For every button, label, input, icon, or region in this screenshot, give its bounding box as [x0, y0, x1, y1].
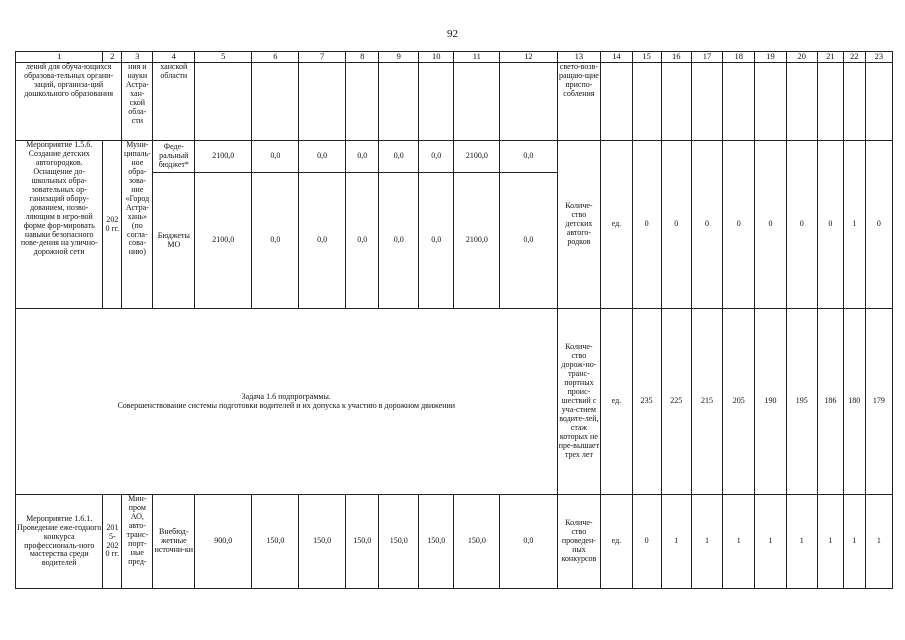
- col-header: 15: [632, 52, 661, 63]
- col-header: 10: [419, 52, 454, 63]
- value-cell: 150,0: [379, 495, 419, 589]
- program-table: [15, 51, 893, 589]
- col-header: 9: [379, 52, 419, 63]
- col-header: 18: [723, 52, 755, 63]
- value-cell: 0,0: [299, 141, 346, 173]
- indicator-name: Количе-ство детских автого-родков: [557, 141, 601, 309]
- value-cell: 150,0: [419, 495, 454, 589]
- unit: ед.: [601, 141, 632, 309]
- col-header: 20: [786, 52, 817, 63]
- value-cell: 0,0: [500, 495, 557, 589]
- funding-source: Феде-ральный бюджет*: [153, 141, 195, 173]
- col-header: 8: [346, 52, 379, 63]
- col-header: 14: [601, 52, 632, 63]
- event-description: лений для обуча-ющихся образова-тельных органи-заций, организа-ций дошкольного образования: [16, 63, 122, 141]
- col-header: 7: [299, 52, 346, 63]
- funding-source: Бюджеты МО: [153, 173, 195, 309]
- unit: ед.: [601, 495, 632, 589]
- value-cell: 2100,0: [454, 141, 500, 173]
- col-header: 4: [153, 52, 195, 63]
- col-header: 2: [103, 52, 122, 63]
- indicator-value: 1: [865, 495, 892, 589]
- value-cell: 150,0: [346, 495, 379, 589]
- value-cell: 0,0: [379, 141, 419, 173]
- indicator-value: 235: [632, 309, 661, 495]
- value-cell: 0,0: [346, 173, 379, 309]
- indicator-value: 0: [786, 141, 817, 309]
- col-header: 16: [661, 52, 691, 63]
- indicator-value: 0: [755, 141, 786, 309]
- value-cell: 0,0: [252, 173, 299, 309]
- col-header: 17: [691, 52, 722, 63]
- value-cell: 2100,0: [195, 141, 252, 173]
- col-header: 19: [755, 52, 786, 63]
- indicator-value: 225: [661, 309, 691, 495]
- event-description: Мероприятие 1.6.1. Проведение еже-годного конкурса профессиональ-ного мастерства среди водителей: [16, 495, 103, 589]
- indicator-value: 0: [632, 495, 661, 589]
- indicator-value: 179: [865, 309, 892, 495]
- task-subtitle: Совершенствование системы подготовки водителей и их допуска к участию в дорожном движении: [117, 400, 456, 410]
- col-header: 23: [865, 52, 892, 63]
- indicator-value: 0: [865, 141, 892, 309]
- value-cell: 2100,0: [195, 173, 252, 309]
- indicator-name: свето-возв-ращаю-щие приспо-собления: [557, 63, 601, 141]
- col-header: 11: [454, 52, 500, 63]
- table-row: [16, 141, 893, 173]
- indicator-value: 190: [755, 309, 786, 495]
- value-cell: 900,0: [195, 495, 252, 589]
- value-cell: 0,0: [419, 173, 454, 309]
- col-header: 6: [252, 52, 299, 63]
- indicator-value: 1: [817, 495, 843, 589]
- period: 2020 гг.: [103, 141, 122, 309]
- executor: Муни-ципаль-ное обра-зова-ние «Город Астра-хань» (по согла-сова-нию): [122, 141, 153, 309]
- indicator-value: 1: [723, 495, 755, 589]
- value-cell: 150,0: [252, 495, 299, 589]
- table-row: [16, 309, 893, 495]
- indicator-value: 0: [661, 141, 691, 309]
- value-cell: 0,0: [500, 141, 557, 173]
- indicator-value: 0: [723, 141, 755, 309]
- indicator-value: 1: [691, 495, 722, 589]
- indicator-value: 1: [786, 495, 817, 589]
- period: 2015-2020 гг.: [103, 495, 122, 589]
- indicator-value: 186: [817, 309, 843, 495]
- funding-source: ханской области: [153, 63, 195, 141]
- indicator-name: Количе-ство дорож-но-транс-портных проис-шествий с уча-стием водите-лей, стаж которых не пре-вышает трех лет: [557, 309, 601, 495]
- indicator-value: 1: [755, 495, 786, 589]
- task-title: Задача 1.6 подпрограммы.: [241, 391, 331, 401]
- value-cell: 150,0: [299, 495, 346, 589]
- col-header: 3: [122, 52, 153, 63]
- value-cell: 2100,0: [454, 173, 500, 309]
- value-cell: 0,0: [379, 173, 419, 309]
- indicator-value: 1: [843, 495, 865, 589]
- col-header: 1: [16, 52, 103, 63]
- col-header: 21: [817, 52, 843, 63]
- funding-source: Внебюд-жетные источни-ки: [153, 495, 195, 589]
- col-header: 22: [843, 52, 865, 63]
- page-number: 92: [447, 28, 458, 40]
- value-cell: 0,0: [346, 141, 379, 173]
- indicator-value: 0: [632, 141, 661, 309]
- table-row: [16, 63, 893, 141]
- value-cell: 0,0: [252, 141, 299, 173]
- unit: ед.: [601, 309, 632, 495]
- value-cell: 0,0: [500, 173, 557, 309]
- indicator-value: 195: [786, 309, 817, 495]
- table-row: [16, 495, 893, 589]
- executor: Мин-пром АО, авто-транс-порт-ные пред-: [122, 495, 153, 589]
- indicator-value: 1: [661, 495, 691, 589]
- indicator-value: 0: [691, 141, 722, 309]
- event-description: Мероприятие 1.5.6. Создание детских автогородков. Оснащение до-школьных обра-зовательных ор-ганизаций обору-дованием, позво-ляющим в игро-вой форме фор-мировать навыки безопасного пове-дения на улично-дорожной сети: [16, 141, 103, 309]
- column-number-header: [16, 52, 893, 63]
- col-header: 5: [195, 52, 252, 63]
- value-cell: 0,0: [419, 141, 454, 173]
- value-cell: 150,0: [454, 495, 500, 589]
- indicator-value: 0: [817, 141, 843, 309]
- col-header: 12: [500, 52, 557, 63]
- value-cell: 0,0: [299, 173, 346, 309]
- indicator-value: 180: [843, 309, 865, 495]
- task-heading: [16, 309, 558, 495]
- col-header: 13: [557, 52, 601, 63]
- executor: ния и науки Астра-хан-ской обла-сти: [122, 63, 153, 141]
- indicator-value: 205: [723, 309, 755, 495]
- indicator-value: 215: [691, 309, 722, 495]
- indicator-name: Количе-ство проведен-ных конкурсов: [557, 495, 601, 589]
- indicator-value: 1: [843, 141, 865, 309]
